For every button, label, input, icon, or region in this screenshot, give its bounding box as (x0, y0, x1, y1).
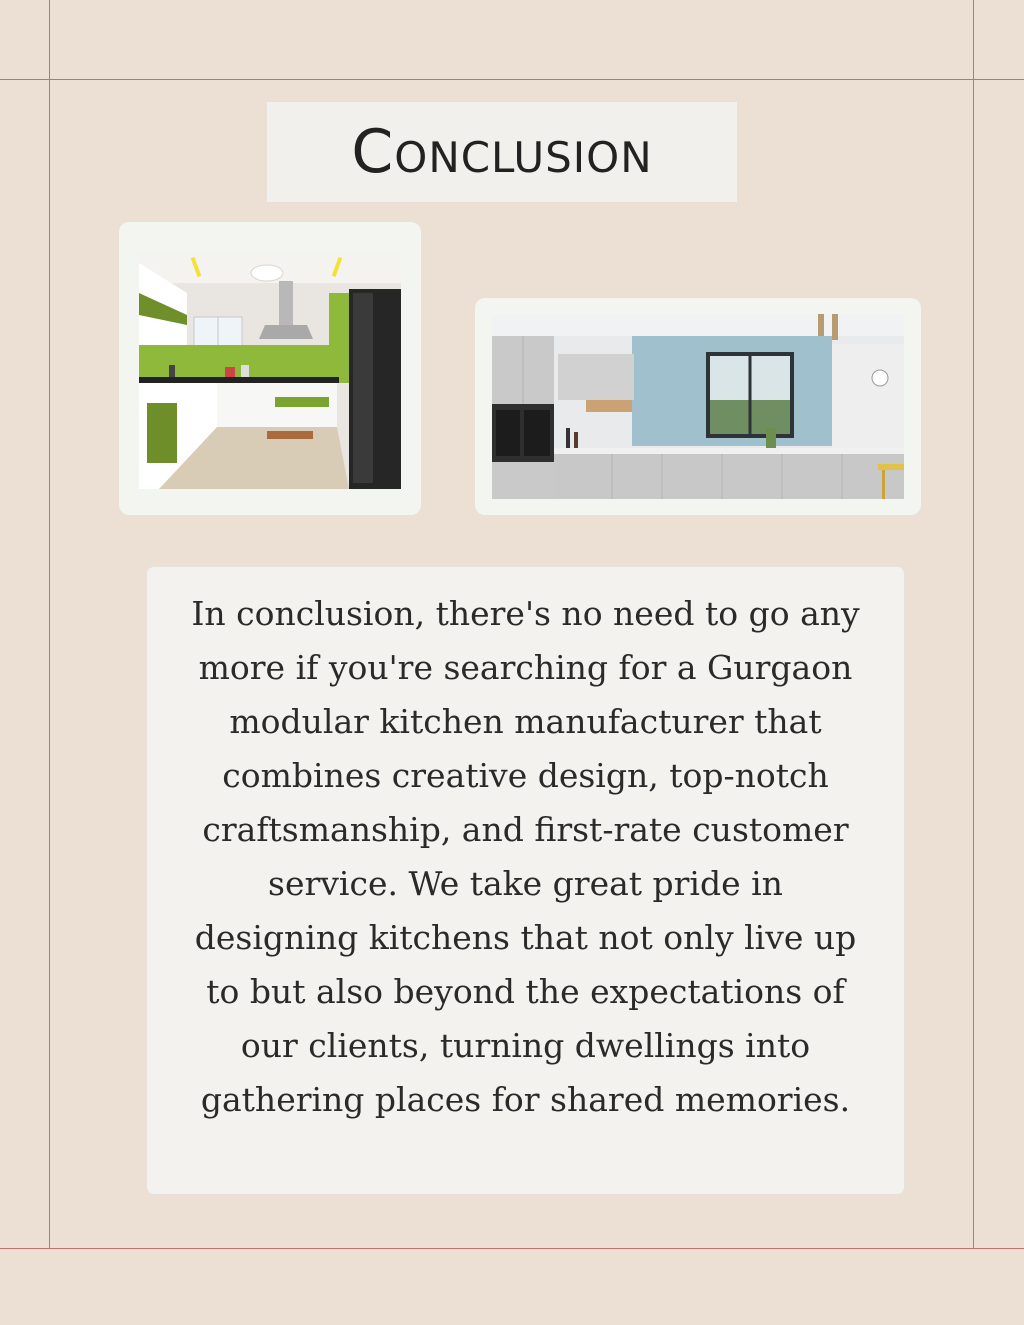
frame-line-bottom (0, 1248, 1024, 1249)
conclusion-card (146, 566, 905, 1195)
photo-frame-left (119, 222, 421, 515)
title-banner (267, 102, 737, 202)
frame-line-left (49, 0, 50, 1248)
conclusion-paragraph: In conclusion, there's no need to go any more if you're searching for a Gurgaon modular kitchen manufacturer that combines creative design, top-notch craftsmanship, and first-rate customer service. We take great pride in designing kitchens that not only live up to but also beyond the expectations of our clients, turning dwellings into gathering places for shared memories. (191, 594, 860, 1119)
kitchen-photo-grey (492, 314, 904, 499)
photo-frame-right (475, 298, 921, 515)
kitchen-photo-green (139, 253, 401, 489)
frame-line-right (973, 0, 974, 1248)
frame-line-top (0, 79, 1024, 80)
page-title: Conclusion (351, 117, 653, 187)
